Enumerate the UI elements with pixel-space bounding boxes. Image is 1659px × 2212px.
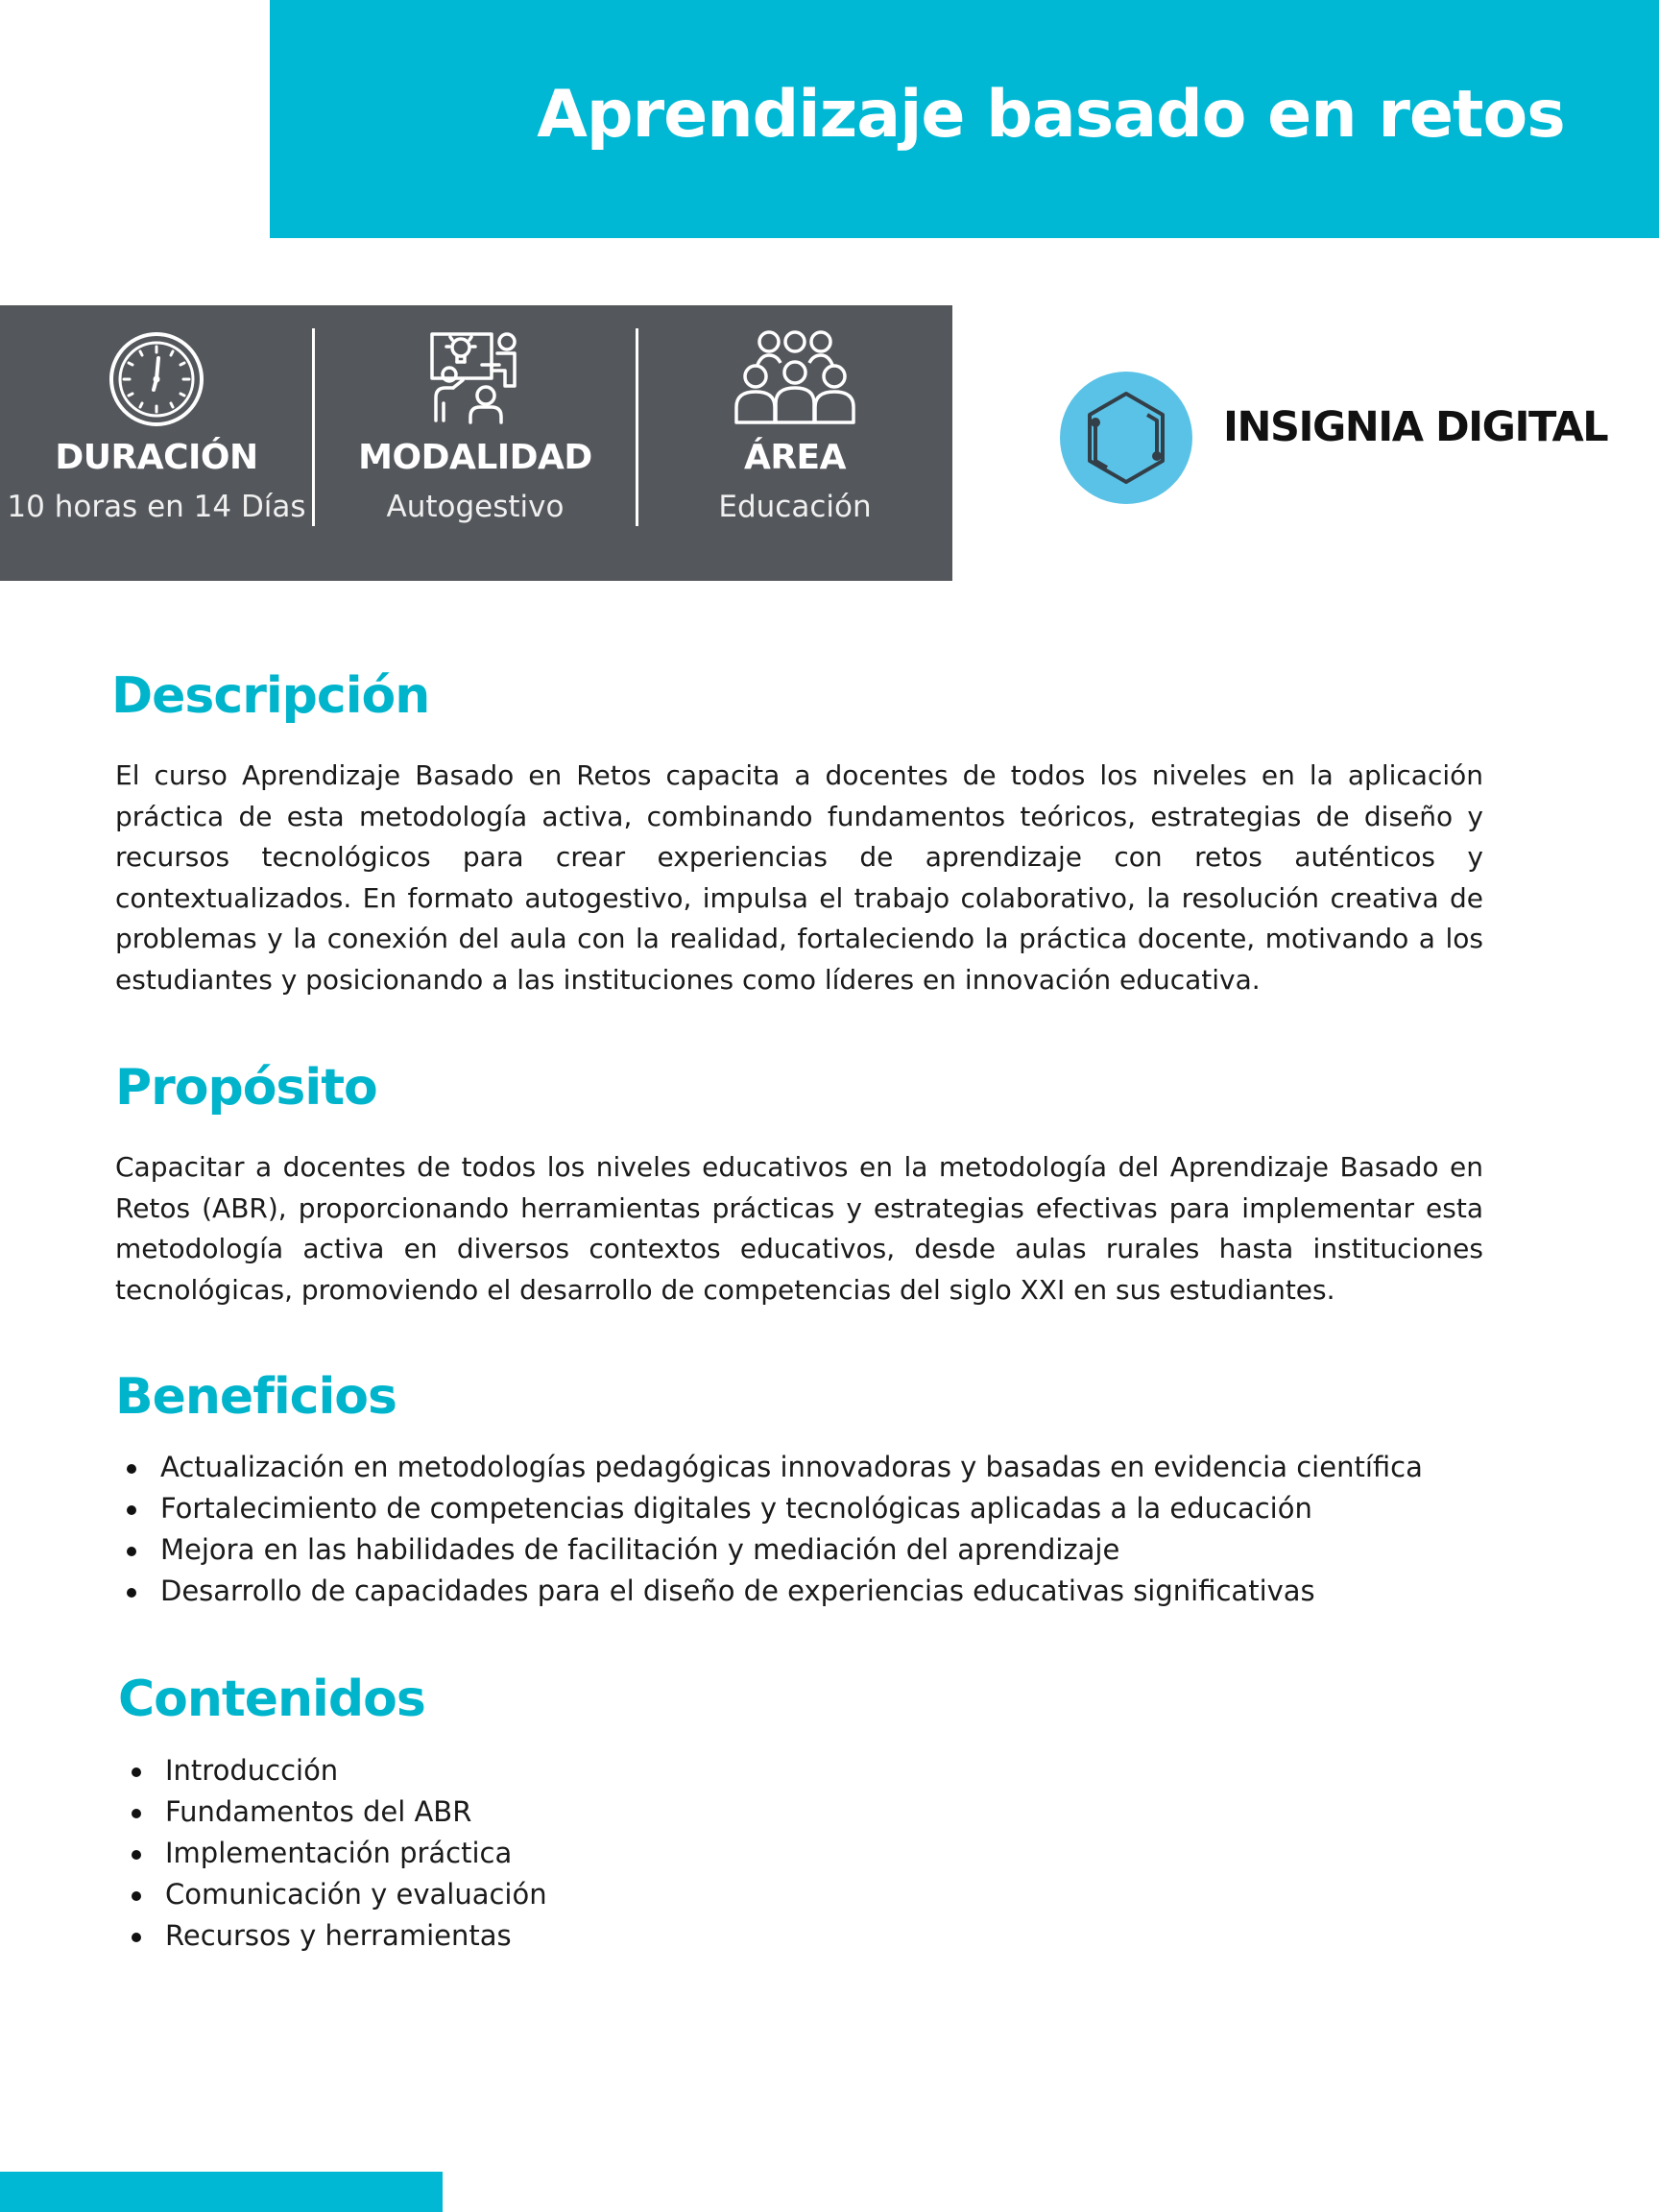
descripcion-text: El curso Aprendizaje Basado en Retos capacita a docentes de todos los niveles en la aplicación práctica de esta metodología activa, combinando fundamentos teóricos, estrategias de diseño y recursos tecnológicos para crear experiencias de aprendizaje con retos auténticos y contextualizados. En formato autogestivo, impulsa el trabajo colaborativo, la resolución creativa de problemas y la conexión del aula con la realidad, fortaleciendo la práctica docente, motivando a los estudiantes y posicionando a las instituciones como líderes en innovación educativa. xyxy=(115,759,1483,996)
list-item: Implementación práctica xyxy=(120,1833,547,1874)
modality-label: MODALIDAD xyxy=(358,438,592,477)
badge-label: INSIGNIA DIGITAL xyxy=(1223,403,1608,451)
title-banner xyxy=(270,0,1659,238)
area-block xyxy=(637,305,952,581)
area-value: Educación xyxy=(718,490,872,524)
list-item: Desarrollo de capacidades para el diseño de experiencias educativas significativas xyxy=(115,1571,1423,1612)
list-item: Actualización en metodologías pedagógicas innovadoras y basadas en evidencia científica xyxy=(115,1447,1423,1488)
footer-accent-bar xyxy=(0,2172,443,2212)
modality-block xyxy=(313,305,637,581)
section-heading-contenidos: Contenidos xyxy=(118,1671,425,1728)
presenter-icon xyxy=(422,326,528,432)
hexagon-badge-icon xyxy=(1059,371,1193,505)
contenidos-list xyxy=(120,1750,547,1957)
list-item: Introducción xyxy=(120,1750,547,1791)
list-item: Fortalecimiento de competencias digitales y tecnológicas aplicadas a la educación xyxy=(115,1488,1423,1529)
list-item: Fundamentos del ABR xyxy=(120,1791,547,1833)
section-heading-beneficios: Beneficios xyxy=(115,1368,397,1426)
course-info-panel xyxy=(0,305,952,581)
group-icon xyxy=(733,326,857,432)
list-item: Recursos y herramientas xyxy=(120,1915,547,1957)
section-heading-descripcion: Descripción xyxy=(111,667,430,725)
duration-block xyxy=(0,305,313,581)
duration-label: DURACIÓN xyxy=(55,438,258,477)
proposito-text: Capacitar a docentes de todos los niveles educativos en la metodología del Aprendizaje Basado en Retos (ABR), proporcionando herramientas prácticas y estrategias efectivas para implementar esta metodología activa en diversos contextos educativos, desde aulas rurales hasta instituciones tecnológicas, promoviendo el desarrollo de competencias del siglo XXI en sus estudiantes. xyxy=(115,1151,1483,1306)
clock-icon xyxy=(104,326,209,432)
section-heading-proposito: Propósito xyxy=(115,1059,377,1117)
beneficios-list xyxy=(115,1447,1423,1612)
list-item: Mejora en las habilidades de facilitación y mediación del aprendizaje xyxy=(115,1529,1423,1571)
area-label: ÁREA xyxy=(743,438,847,477)
list-item: Comunicación y evaluación xyxy=(120,1874,547,1915)
duration-value: 10 horas en 14 Días xyxy=(7,490,306,524)
page-title: Aprendizaje basado en retos xyxy=(537,77,1565,153)
modality-value: Autogestivo xyxy=(386,490,565,524)
